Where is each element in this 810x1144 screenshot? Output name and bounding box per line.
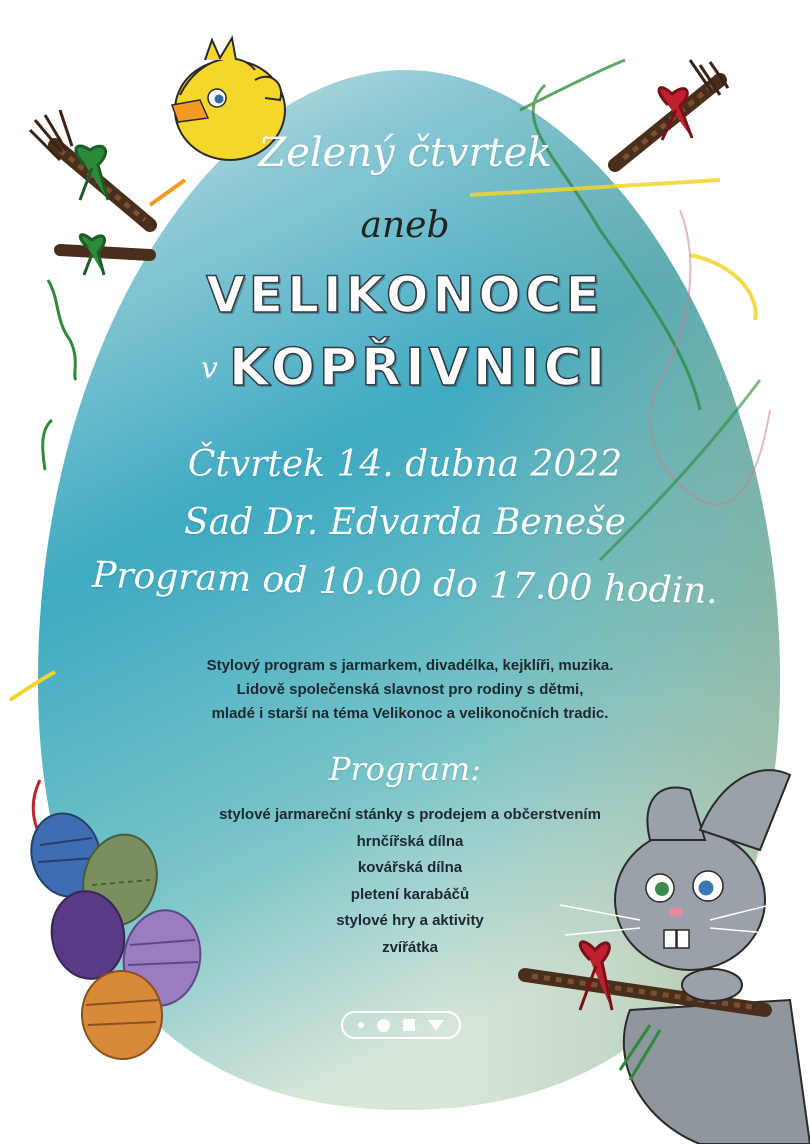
title-line-koprivnici: [0, 338, 810, 398]
event-place: Sad Dr. Edvarda Beneše: [184, 502, 626, 543]
program-heading: Program:: [328, 750, 482, 788]
event-date: Čtvrtek 14. dubna 2022: [187, 444, 623, 485]
organizer-logo: [341, 1011, 461, 1039]
program-item: pletení karabáčů: [350, 885, 470, 903]
title-aneb: aneb: [360, 205, 450, 246]
logo-circle-icon: [377, 1019, 390, 1032]
program-item: stylové hry a aktivity: [336, 912, 484, 929]
description-line: mladé i starší na téma Velikonoc a velikonočních tradic.: [211, 705, 609, 722]
logo-square-icon: [403, 1019, 415, 1031]
event-hours: Program od 10.00 do 17.00 hodin.: [91, 554, 719, 613]
logo-triangle-icon: [428, 1020, 444, 1031]
title-koprivnici: KOPŘIVNICI: [228, 338, 610, 398]
description-line: Lidově společenská slavnost pro rodiny s dětmi,: [236, 681, 584, 698]
title-prefix-v: v: [200, 350, 218, 386]
program-item: stylové jarmareční stánky s prodejem a občerstvením: [219, 806, 601, 823]
program-list: [150, 802, 670, 961]
title-velikonoce: VELIKONOCE: [206, 266, 604, 324]
program-item: hrnčířská dílna: [356, 832, 464, 850]
logo-dot-icon: [358, 1022, 364, 1028]
program-item: kovářská dílna: [357, 859, 463, 876]
program-item: zvířátka: [382, 938, 438, 956]
description-line: Stylový program s jarmarkem, divadélka, kejklíři, muzika.: [206, 657, 614, 674]
title-zeleny-ctvrtek: Zelený čtvrtek: [258, 130, 552, 176]
event-description: [150, 654, 670, 726]
